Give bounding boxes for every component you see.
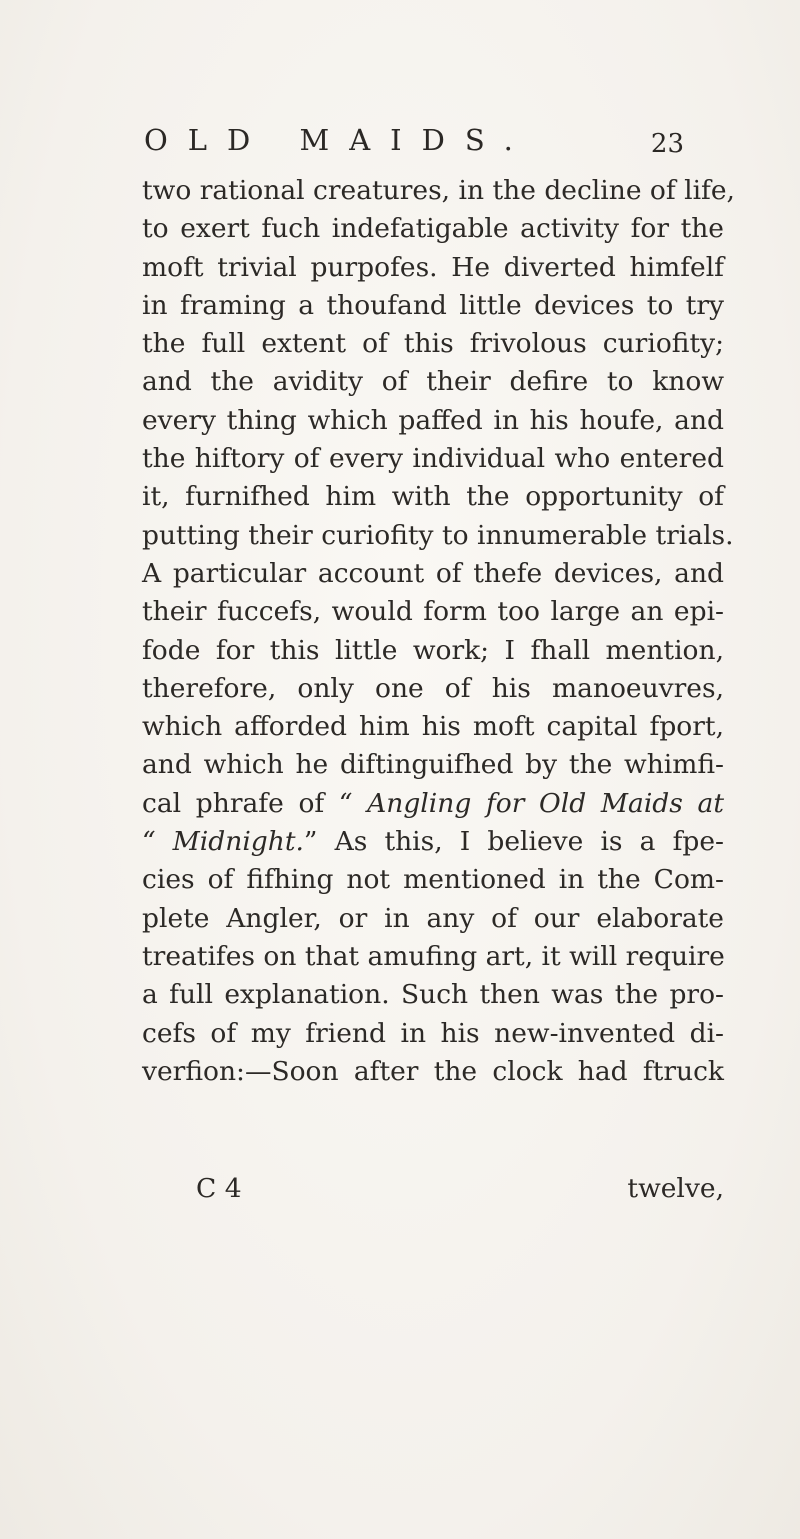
text-line: verfion:—Soon after the clock had ftruck [142, 1055, 724, 1087]
text-line: therefore, only one of his manoeuvres, [142, 672, 724, 704]
text-line: cies of fifhing not mentioned in the Com- [142, 864, 724, 896]
text-segment: ” As this, I believe is a fpe- [303, 826, 724, 858]
text-line: in framing a thoufand little devices to try [142, 289, 724, 321]
catchword: twelve, [627, 1173, 724, 1204]
signature-line [142, 1169, 724, 1209]
text-line: it, furnifhed him with the opportunity of [142, 481, 724, 513]
text-line: every thing which paffed in his houfe, and [142, 404, 724, 436]
text-segment: cal phrafe of [142, 787, 325, 819]
text-line: treatifes on that amufing art, it will require [142, 940, 725, 972]
text-line: and which he diftinguifhed by the whimfi- [142, 749, 724, 781]
text-line: fode for this little work; I fhall mention, [142, 634, 724, 666]
text-line: two rational creatures, in the decline of life, [142, 175, 735, 206]
text-line: moft trivial purpofes. He diverted himfelf [142, 251, 724, 283]
text-line: plete Angler, or in any of our elaborate [142, 902, 724, 934]
italic-title-phrase: “ Midnight. [142, 826, 304, 858]
text-line: a full explanation. Such then was the pro- [142, 979, 724, 1011]
italic-title-phrase: “ Angling for Old Maids at [338, 787, 724, 819]
text-line: and the avidity of their defire to know [142, 366, 724, 398]
text-line-quote-end [142, 823, 724, 861]
text-line: cefs of my friend in his new-invented di- [142, 1017, 724, 1049]
text-line: to exert fuch indefatigable activity for the [142, 213, 724, 245]
running-head [144, 118, 684, 162]
text-line: A particular account of thefe devices, and [142, 557, 724, 589]
text-line: the full extent of this frivolous curiofity; [142, 328, 724, 360]
body-text [142, 172, 735, 1091]
page-number: 23 [650, 129, 684, 159]
text-line: their fuccefs, would form too large an epi- [142, 596, 724, 628]
text-line-quote-start [142, 785, 724, 823]
signature-mark: C 4 [196, 1173, 242, 1204]
running-title: OLD MAIDS. [144, 123, 533, 157]
text-line: which afforded him his moft capital fport, [142, 711, 724, 743]
text-line: the hiftory of every individual who entered [142, 443, 724, 475]
text-line: putting their curiofity to innumerable trials. [142, 519, 734, 551]
